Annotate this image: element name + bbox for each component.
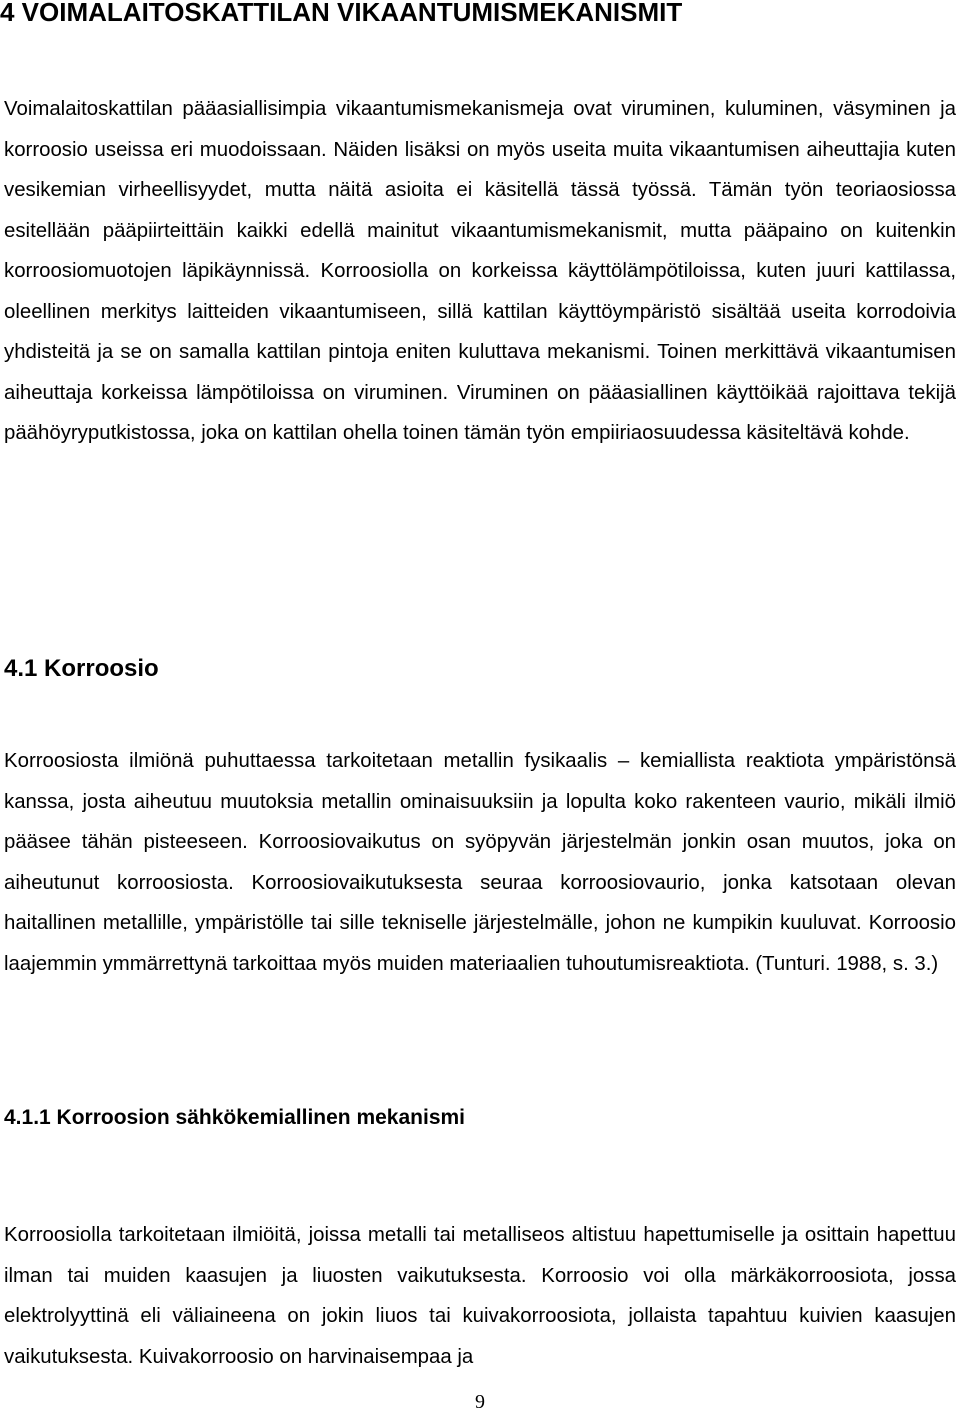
chapter-heading: 4 VOIMALAITOSKATTILAN VIKAANTUMISMEKANISMIT: [0, 0, 683, 27]
subsection-heading: 4.1.1 Korroosion sähkökemiallinen mekanismi: [4, 1106, 466, 1129]
subsection-paragraph: Korroosiolla tarkoitetaan ilmiöitä, joissa metalli tai metalliseos altistuu hapettumiselle ja osittain hapettuu ilman tai muiden kaasujen ja liuosten vaikutuksesta. Korroosio voi olla märkäkorroosiota, jossa elektrolyyttinä eli väliaineena on jokin liuos tai kuivakorroosiota, jollaista tapahtuu kuivien kaasujen vaikutuksesta. Kuivakorroosio on harvinaisempaa ja: [4, 1224, 956, 1368]
intro-paragraph: Voimalaitoskattilan pääasiallisimpia vikaantumismekanismeja ovat viruminen, kuluminen, väsyminen ja korroosio useissa eri muodoissaan. Näiden lisäksi on myös useita muita vikaantumisen aiheuttajia kuten vesikemian virheellisyydet, mutta näitä asioita ei käsitellä tässä työssä. Tämän työn teoriaosiossa esitellään pääpiirteittäin kaikki edellä mainitut vikaantumismekanismit, mutta pääpaino on kuitenkin korroosiomuotojen läpikäynnissä. Korroosiolla on korkeissa käyttölämpötiloissa, kuten juuri kattilassa, oleellinen merkitys laitteiden vikaantumiseen, sillä kattilan käyttöympäristö sisältää useita korrodoivia yhdisteitä ja se on samalla kattilan pintoja eniten kuluttava mekanismi. Toinen merkittävä vikaantumisen aiheuttaja korkeissa lämpötiloissa on viruminen. Viruminen on pääasiallinen käyttöikää rajoittava tekijä päähöyryputkistossa, joka on kattilan ohella toinen tämän työn empiiriaosuudessa käsiteltävä kohde.: [4, 98, 956, 444]
section-heading: 4.1 Korroosio: [4, 655, 159, 682]
section-paragraph: Korroosiosta ilmiönä puhuttaessa tarkoitetaan metallin fysikaalis – kemiallista reaktiota ympäristönsä kanssa, josta aiheutuu muutoksia metallin ominaisuuksiin ja lopulta koko rakenteen vaurio, mikäli ilmiö pääsee tähän pisteeseen. Korroosiovaikutus on syöpyvän järjestelmän jonkin osan muutos, joka on aiheutunut korroosiosta. Korroosiovaikutuksesta seuraa korroosiovaurio, jonka katsotaan olevan haitallinen metallille, ympäristölle tai sille tekniselle järjestelmälle, johon ne kumpikin kuuluvat. Korroosio laajemmin ymmärrettynä tarkoittaa myös muiden materiaalien tuhoutumisreaktiota. (Tunturi. 1988, s. 3.): [4, 750, 956, 975]
page-number: 9: [475, 1391, 485, 1413]
